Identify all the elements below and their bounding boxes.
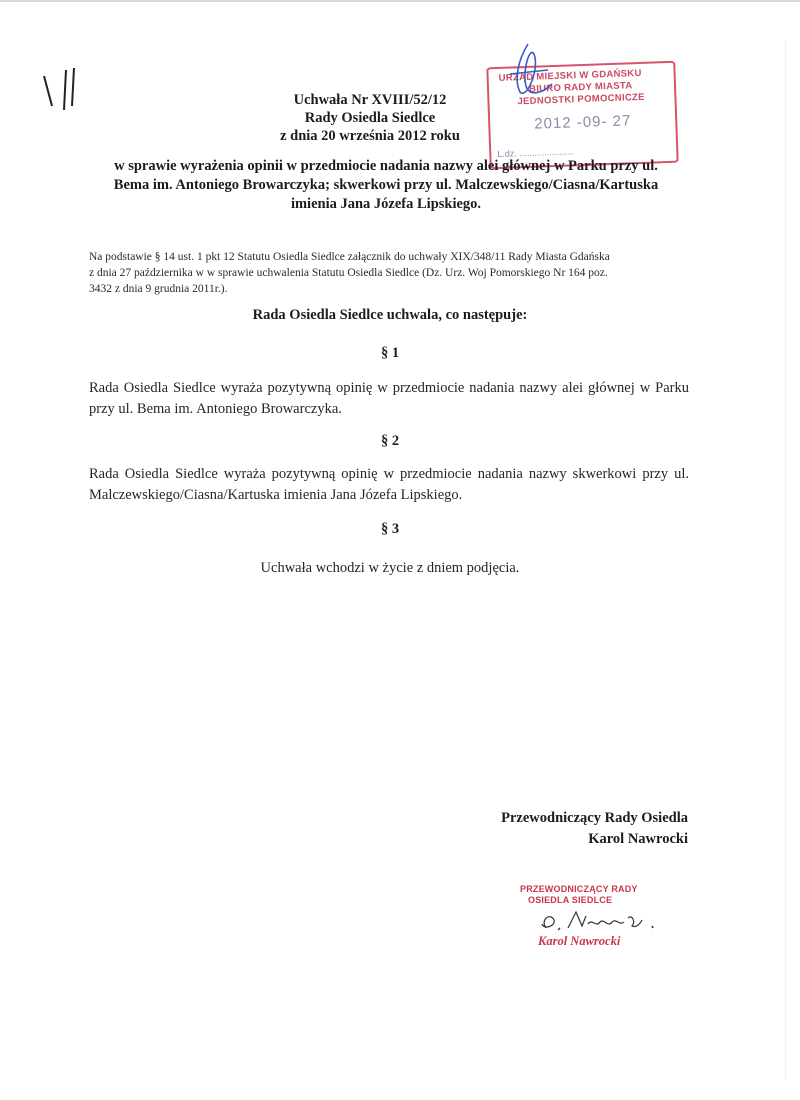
chair-stamp-name: Karol Nawrocki: [538, 934, 621, 948]
basis-line-3: 3432 z dnia 9 grudnia 2011r.).: [89, 283, 228, 295]
chair-stamp-line2: OSIEDLA SIEDLCE: [528, 895, 613, 905]
paragraph-1-heading: § 1: [380, 345, 400, 361]
signatory-name: Karol Nawrocki: [588, 831, 688, 847]
subject-line-2: Bema im. Antoniego Browarczyka; skwerkowi przy ul. Malczewskiego/Ciasna/Kartuska: [113, 177, 659, 193]
scan-right-edge: [785, 40, 786, 1080]
stamp-office-line3: JEDNOSTKI POMOCNICZE: [517, 91, 646, 108]
stamp-office-line1: URZĄD MIEJSKI W GDAŃSKU: [498, 67, 642, 84]
resolution-number: Uchwała Nr XVIII/52/12: [293, 92, 447, 108]
handwritten-mark: [40, 66, 90, 126]
paragraph-3-text: Uchwała wchodzi w życie z dniem podjęcia.: [260, 560, 520, 576]
subject-line-1: w sprawie wyrażenia opinii w przedmiocie nadania nazwy alei głównej w Parku przy ul.: [114, 158, 658, 174]
handwritten-signature: [536, 906, 666, 936]
paragraph-2-heading: § 2: [380, 433, 400, 449]
paragraph-3-heading: § 3: [380, 521, 400, 537]
resolution-header: [235, 91, 505, 145]
stamp-date: 2012 -09- 27: [533, 112, 632, 133]
stamp-office-line2: BIURO RADY MIASTA: [528, 80, 633, 95]
resolution-subject: [86, 157, 686, 214]
enacting-clause: Rada Osiedla Siedlce uchwala, co następuje:: [252, 307, 528, 323]
subject-line-3: imienia Jana Józefa Lipskiego.: [290, 196, 482, 212]
chairman-stamp: [520, 884, 660, 948]
registry-signature: [500, 40, 560, 110]
chair-stamp-line1: PRZEWODNICZĄCY RADY: [520, 884, 638, 894]
council-name: Rady Osiedla Siedlce: [304, 110, 436, 126]
legal-basis: [89, 249, 689, 297]
paragraph-1-text: Rada Osiedla Siedlce wyraża pozytywną opinię w przedmiocie nadania nazwy alei głównej w Parku przy ul. Bema im. Antoniego Browarczyka.: [89, 380, 689, 417]
scan-top-edge: [0, 0, 800, 2]
signatory-title: Przewodniczący Rady Osiedla: [501, 810, 688, 826]
resolution-date: z dnia 20 września 2012 roku: [280, 128, 460, 144]
paragraph-2-text: Rada Osiedla Siedlce wyraża pozytywną opinię w przedmiocie nadania nazwy skwerkowi przy ul. Malczewskiego/Ciasna/Kartuska imienia Jana Józefa Lipskiego.: [89, 466, 689, 503]
stamp-ldz: L.dz. ......................: [497, 146, 575, 159]
basis-line-1: Na podstawie § 14 ust. 1 pkt 12 Statutu Osiedla Siedlce załącznik do uchwały XIX/348/11 Rady Miasta Gdańska: [89, 251, 610, 263]
basis-line-2: z dnia 27 października w w sprawie uchwalenia Statutu Osiedla Siedlce (Dz. Urz. Woj Pomorskiego Nr 164 poz.: [89, 267, 608, 279]
signature-block: [470, 808, 688, 850]
